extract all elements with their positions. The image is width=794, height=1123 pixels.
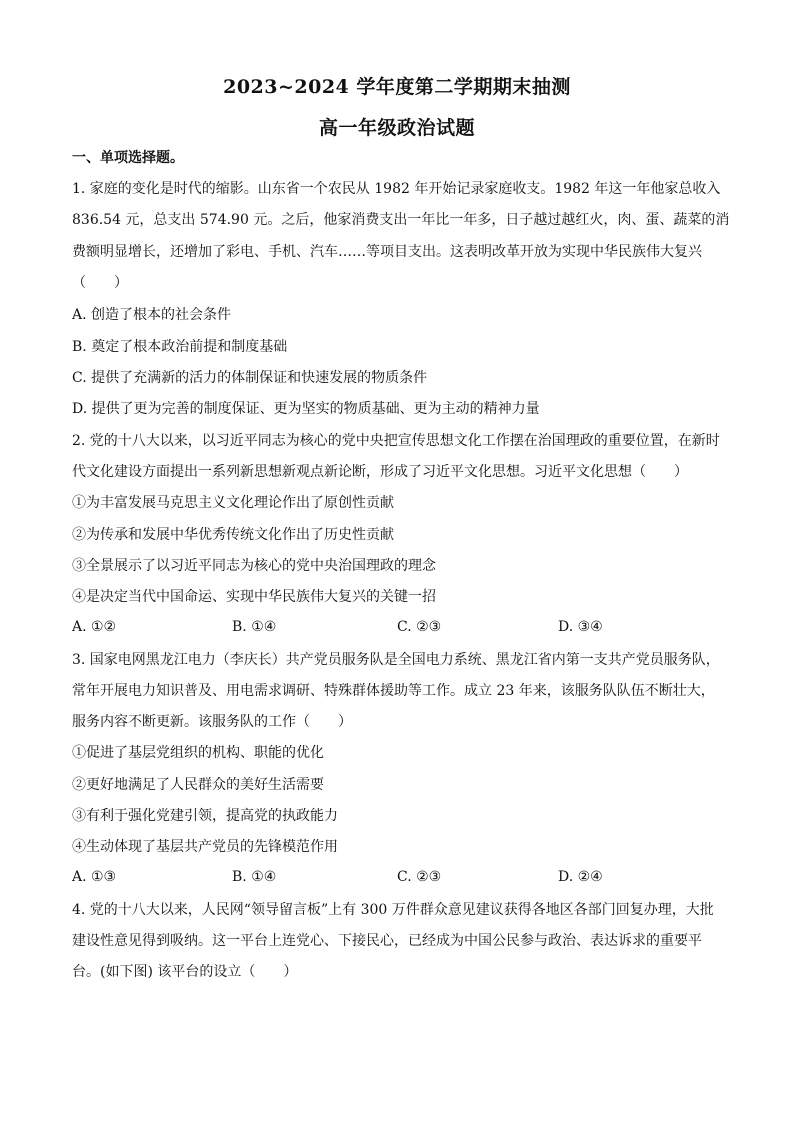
question-2-statement-4: ④是决定当代中国命运、实现中华民族伟大复兴的关键一招 <box>72 589 436 605</box>
question-1-option-b: B. 奠定了根本政治前提和制度基础 <box>72 339 288 355</box>
question-4-line-2: 建设性意见得到吸纳。这一平台上连党心、下接民心，已经成为中国公民参与政治、表达诉求的重要平 <box>72 933 702 949</box>
question-3-options <box>72 869 722 887</box>
question-2-line-1: 2. 党的十八大以来，以习近平同志为核心的党中央把宣传思想文化工作摆在治国理政的重要位置，在新时 <box>72 433 720 449</box>
exam-title: 2023~2024 学年度第二学期期末抽测 <box>223 76 571 98</box>
question-2-statement-2: ②为传承和发展中华优秀传统文化作出了历史性贡献 <box>72 527 394 543</box>
section-heading: 一、单项选择题。 <box>72 150 184 166</box>
question-3-statement-4: ④生动体现了基层共产党员的先锋模范作用 <box>72 839 338 855</box>
question-2-option-b: B. ①④ <box>232 619 277 635</box>
question-4-line-3: 台。(如下图) 该平台的设立（ ） <box>72 964 298 980</box>
question-3-option-d: D. ②④ <box>558 869 603 885</box>
question-1-line-4: （ ） <box>72 275 128 291</box>
question-2-line-2: 代文化建设方面提出一系列新思想新观点新论断，形成了习近平文化思想。习近平文化思想（ ） <box>72 464 688 480</box>
question-2-statement-3: ③全景展示了以习近平同志为核心的党中央治国理政的理念 <box>72 558 436 574</box>
question-3-line-1: 3. 国家电网黑龙江电力（李庆长）共产党员服务队是全国电力系统、黑龙江省内第一支共产党员服务队， <box>72 652 720 668</box>
question-2-options <box>72 619 722 637</box>
question-3-statement-3: ③有利于强化党建引领，提高党的执政能力 <box>72 808 338 824</box>
question-1-option-c: C. 提供了充满新的活力的体制保证和快速发展的物质条件 <box>72 370 428 386</box>
question-4-line-1: 4. 党的十八大以来，人民网“领导留言板”上有 300 万件群众意见建议获得各地区各部门回复办理，大批 <box>72 902 714 918</box>
question-2-option-d: D. ③④ <box>558 619 603 635</box>
question-2-option-a: A. ①② <box>72 619 117 635</box>
question-3-line-2: 常年开展电力知识普及、用电需求调研、特殊群体援助等工作。成立 23 年来，该服务队队伍不断壮大， <box>72 683 715 699</box>
question-1-line-2: 836.54 元，总支出 574.90 元。之后，他家消费支出一年比一年多，日子越过越红火，肉、蛋、蔬菜的消 <box>72 212 730 228</box>
question-1-line-3: 费额明显增长，还增加了彩电、手机、汽车……等项目支出。这表明改革开放为实现中华民族伟大复兴 <box>72 244 702 260</box>
question-1-option-d: D. 提供了更为完善的制度保证、更为坚实的物质基础、更为主动的精神力量 <box>72 401 540 417</box>
question-2-statement-1: ①为丰富发展马克思主义文化理论作出了原创性贡献 <box>72 495 394 511</box>
question-1-option-a: A. 创造了根本的社会条件 <box>72 307 232 323</box>
question-3-option-a: A. ①③ <box>72 869 117 885</box>
question-1-line-1: 1. 家庭的变化是时代的缩影。山东省一个农民从 1982 年开始记录家庭收支。1982 年这一年他家总收入 <box>72 181 721 197</box>
question-3-line-3: 服务内容不断更新。该服务队的工作（ ） <box>72 714 352 730</box>
question-3-option-b: B. ①④ <box>232 869 277 885</box>
question-2-option-c: C. ②③ <box>397 619 442 635</box>
exam-subtitle: 高一年级政治试题 <box>318 117 475 139</box>
question-3-statement-1: ①促进了基层党组织的机构、职能的优化 <box>72 745 324 761</box>
question-3-statement-2: ②更好地满足了人民群众的美好生活需要 <box>72 777 324 793</box>
question-3-option-c: C. ②③ <box>397 869 442 885</box>
